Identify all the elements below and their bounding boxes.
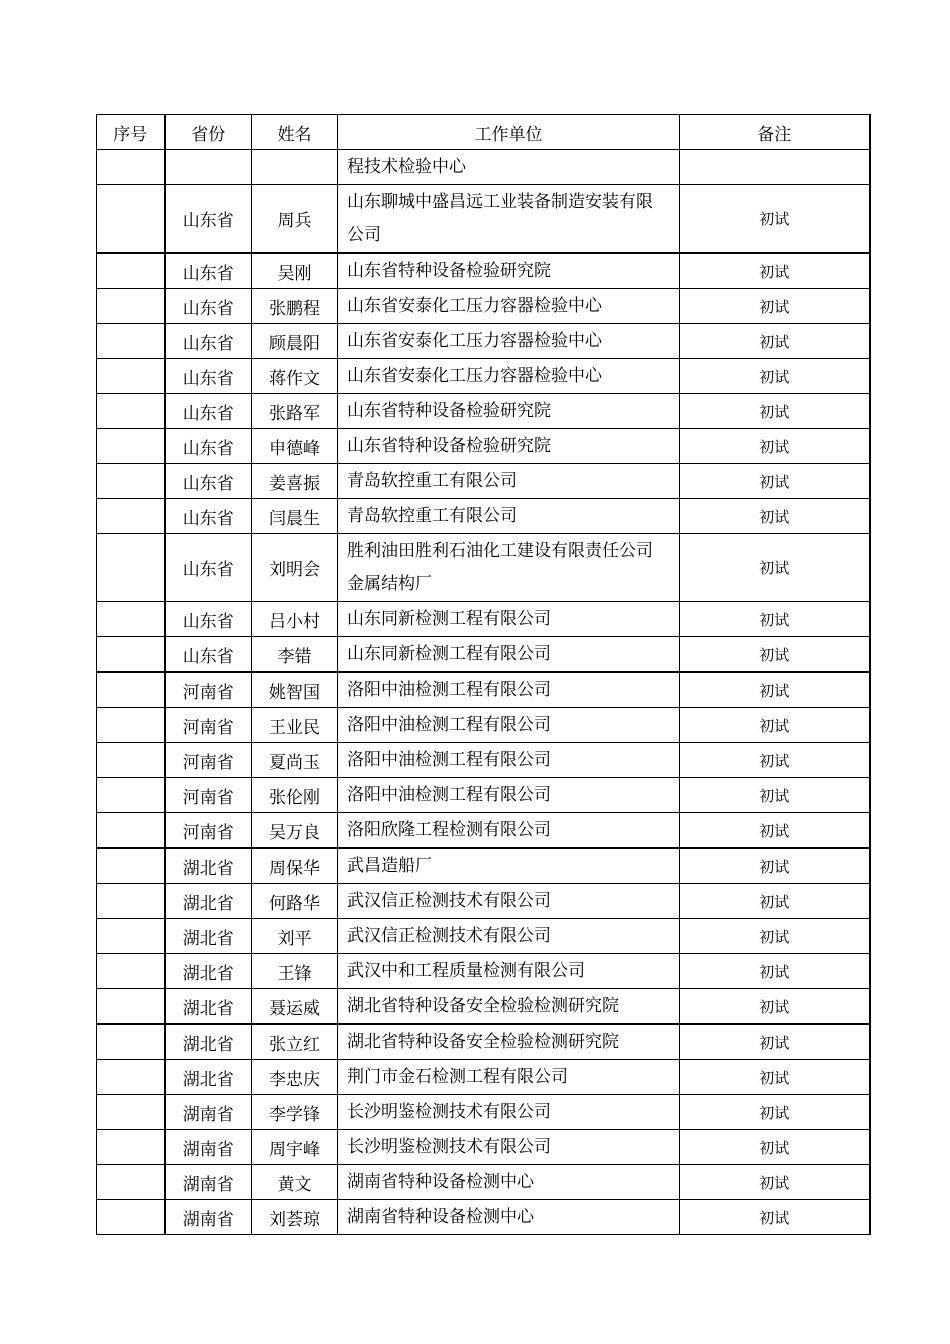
row-province-cell: 湖北省 — [165, 919, 252, 954]
table-row — [97, 1095, 870, 1130]
row-unit-cell: 山东同新检测工程有限公司 — [338, 602, 680, 637]
row-seq-cell — [97, 289, 165, 324]
row-unit-cell: 洛阳中油检测工程有限公司 — [338, 743, 680, 778]
row-unit-cell: 武昌造船厂 — [338, 848, 680, 884]
row-unit-cell: 山东省安泰化工压力容器检验中心 — [338, 289, 680, 324]
row-unit-cell: 山东省特种设备检验研究院 — [338, 394, 680, 429]
row-seq-cell — [97, 429, 165, 464]
row-unit-cell: 武汉中和工程质量检测有限公司 — [338, 954, 680, 989]
row-province-cell: 湖南省 — [165, 1095, 252, 1130]
row-seq-cell — [97, 499, 165, 534]
table-row — [97, 989, 870, 1025]
header-remark: 备注 — [680, 115, 870, 150]
row-remark-cell: 初试 — [680, 813, 870, 849]
row-unit-cell: 山东省特种设备检验研究院 — [338, 429, 680, 464]
table-row — [97, 1130, 870, 1165]
table-row — [97, 919, 870, 954]
row-seq-cell — [97, 637, 165, 673]
row-unit-cell: 青岛软控重工有限公司 — [338, 464, 680, 499]
row-unit-cell: 洛阳中油检测工程有限公司 — [338, 672, 680, 708]
row-seq-cell — [97, 813, 165, 849]
row-seq-cell — [97, 602, 165, 637]
row-name-cell: 蒋作文 — [252, 359, 338, 394]
table-row — [97, 359, 870, 394]
row-name-cell: 周兵 — [252, 185, 338, 254]
row-remark-cell: 初试 — [680, 672, 870, 708]
row-remark-cell: 初试 — [680, 1200, 870, 1235]
row-unit-cell: 山东聊城中盛昌远工业装备制造安装有限公司 — [338, 185, 680, 254]
table-row — [97, 954, 870, 989]
row-province-cell: 湖南省 — [165, 1165, 252, 1200]
row-unit-cell: 长沙明鉴检测技术有限公司 — [338, 1130, 680, 1165]
table-row — [97, 602, 870, 637]
row-unit-cell: 青岛软控重工有限公司 — [338, 499, 680, 534]
row-remark-cell: 初试 — [680, 989, 870, 1025]
row-seq-cell — [97, 919, 165, 954]
table-row — [97, 637, 870, 673]
header-province: 省份 — [165, 115, 252, 150]
row-unit-cell: 湖北省特种设备安全检验检测研究院 — [338, 989, 680, 1025]
row-province-cell: 湖南省 — [165, 1130, 252, 1165]
row-unit-cell: 山东同新检测工程有限公司 — [338, 637, 680, 673]
table-row — [97, 534, 870, 602]
row-seq-cell — [97, 394, 165, 429]
row-seq-cell — [97, 185, 165, 254]
row-remark-cell: 初试 — [680, 778, 870, 813]
row-remark-cell — [680, 150, 870, 185]
row-seq-cell — [97, 534, 165, 602]
row-unit-cell: 山东省安泰化工压力容器检验中心 — [338, 359, 680, 394]
row-seq-cell — [97, 359, 165, 394]
table-row — [97, 324, 870, 359]
table-body — [97, 150, 870, 1235]
row-province-cell: 河南省 — [165, 813, 252, 849]
row-name-cell: 顾晨阳 — [252, 324, 338, 359]
row-seq-cell — [97, 150, 165, 185]
row-name-cell: 闫晨生 — [252, 499, 338, 534]
row-province-cell: 湖北省 — [165, 989, 252, 1025]
row-unit-cell: 武汉信正检测技术有限公司 — [338, 919, 680, 954]
row-remark-cell: 初试 — [680, 884, 870, 919]
table-row — [97, 429, 870, 464]
row-unit-cell: 胜利油田胜利石油化工建设有限责任公司金属结构厂 — [338, 534, 680, 602]
row-province-cell: 山东省 — [165, 602, 252, 637]
row-name-cell: 刘平 — [252, 919, 338, 954]
row-province-cell: 山东省 — [165, 464, 252, 499]
row-name-cell: 李忠庆 — [252, 1060, 338, 1095]
row-seq-cell — [97, 1200, 165, 1235]
row-province-cell: 山东省 — [165, 394, 252, 429]
row-province-cell: 湖北省 — [165, 884, 252, 919]
row-seq-cell — [97, 1060, 165, 1095]
row-province-cell: 河南省 — [165, 672, 252, 708]
row-unit-cell: 程技术检验中心 — [338, 150, 680, 185]
row-name-cell: 申德峰 — [252, 429, 338, 464]
row-province-cell: 河南省 — [165, 743, 252, 778]
table-row — [97, 464, 870, 499]
table-row — [97, 743, 870, 778]
row-unit-cell: 湖南省特种设备检测中心 — [338, 1165, 680, 1200]
row-remark-cell: 初试 — [680, 637, 870, 673]
row-remark-cell: 初试 — [680, 394, 870, 429]
row-name-cell: 张伦刚 — [252, 778, 338, 813]
row-name-cell: 王锋 — [252, 954, 338, 989]
row-province-cell: 山东省 — [165, 429, 252, 464]
header-name: 姓名 — [252, 115, 338, 150]
row-name-cell: 张鹏程 — [252, 289, 338, 324]
row-remark-cell: 初试 — [680, 464, 870, 499]
row-seq-cell — [97, 884, 165, 919]
row-seq-cell — [97, 1095, 165, 1130]
row-unit-cell: 长沙明鉴检测技术有限公司 — [338, 1095, 680, 1130]
row-name-cell: 周宇峰 — [252, 1130, 338, 1165]
row-unit-cell: 武汉信正检测技术有限公司 — [338, 884, 680, 919]
row-unit-cell: 洛阳欣隆工程检测有限公司 — [338, 813, 680, 849]
row-name-cell: 吕小村 — [252, 602, 338, 637]
table-row — [97, 848, 870, 884]
row-remark-cell: 初试 — [680, 1095, 870, 1130]
row-remark-cell: 初试 — [680, 185, 870, 254]
row-remark-cell: 初试 — [680, 1060, 870, 1095]
row-name-cell: 王业民 — [252, 708, 338, 743]
row-remark-cell: 初试 — [680, 359, 870, 394]
row-province-cell: 山东省 — [165, 534, 252, 602]
table-row — [97, 394, 870, 429]
row-province-cell — [165, 150, 252, 185]
row-unit-cell: 湖南省特种设备检测中心 — [338, 1200, 680, 1235]
table-row — [97, 289, 870, 324]
row-seq-cell — [97, 848, 165, 884]
row-province-cell: 湖北省 — [165, 1060, 252, 1095]
row-seq-cell — [97, 464, 165, 499]
row-seq-cell — [97, 778, 165, 813]
table-row — [97, 1060, 870, 1095]
header-seq: 序号 — [97, 115, 165, 150]
table-header-row — [97, 115, 870, 150]
table-row — [97, 253, 870, 289]
row-name-cell: 李错 — [252, 637, 338, 673]
row-name-cell: 吴刚 — [252, 253, 338, 289]
row-unit-cell: 山东省安泰化工压力容器检验中心 — [338, 324, 680, 359]
row-province-cell: 山东省 — [165, 324, 252, 359]
row-seq-cell — [97, 743, 165, 778]
row-remark-cell: 初试 — [680, 954, 870, 989]
row-remark-cell: 初试 — [680, 848, 870, 884]
table-row — [97, 150, 870, 185]
row-remark-cell: 初试 — [680, 324, 870, 359]
row-seq-cell — [97, 1165, 165, 1200]
row-name-cell: 刘荟琼 — [252, 1200, 338, 1235]
row-unit-cell: 洛阳中油检测工程有限公司 — [338, 778, 680, 813]
row-seq-cell — [97, 708, 165, 743]
row-name-cell: 夏尚玉 — [252, 743, 338, 778]
row-remark-cell: 初试 — [680, 429, 870, 464]
row-name-cell: 李学锋 — [252, 1095, 338, 1130]
table-row — [97, 1200, 870, 1235]
row-province-cell: 湖北省 — [165, 848, 252, 884]
table-row — [97, 1024, 870, 1060]
table-row — [97, 813, 870, 849]
row-name-cell: 张路军 — [252, 394, 338, 429]
row-province-cell: 河南省 — [165, 778, 252, 813]
row-name-cell: 吴万良 — [252, 813, 338, 849]
table-row — [97, 1165, 870, 1200]
row-remark-cell: 初试 — [680, 743, 870, 778]
row-remark-cell: 初试 — [680, 708, 870, 743]
table-row — [97, 884, 870, 919]
row-province-cell: 山东省 — [165, 253, 252, 289]
table-row — [97, 708, 870, 743]
table-row — [97, 778, 870, 813]
row-seq-cell — [97, 324, 165, 359]
row-province-cell: 湖北省 — [165, 1024, 252, 1060]
row-name-cell: 姜喜振 — [252, 464, 338, 499]
row-province-cell: 山东省 — [165, 637, 252, 673]
row-name-cell: 聂运威 — [252, 989, 338, 1025]
table-row — [97, 499, 870, 534]
table-row — [97, 672, 870, 708]
row-unit-cell: 山东省特种设备检验研究院 — [338, 253, 680, 289]
row-seq-cell — [97, 1024, 165, 1060]
row-province-cell: 河南省 — [165, 708, 252, 743]
row-name-cell: 何路华 — [252, 884, 338, 919]
row-seq-cell — [97, 253, 165, 289]
row-remark-cell: 初试 — [680, 602, 870, 637]
row-remark-cell: 初试 — [680, 253, 870, 289]
row-seq-cell — [97, 954, 165, 989]
header-unit: 工作单位 — [338, 115, 680, 150]
row-remark-cell: 初试 — [680, 1024, 870, 1060]
row-name-cell: 刘明会 — [252, 534, 338, 602]
roster-table — [96, 114, 871, 1235]
row-province-cell: 湖南省 — [165, 1200, 252, 1235]
row-unit-cell: 洛阳中油检测工程有限公司 — [338, 708, 680, 743]
row-name-cell: 姚智国 — [252, 672, 338, 708]
row-remark-cell: 初试 — [680, 499, 870, 534]
row-remark-cell: 初试 — [680, 1165, 870, 1200]
row-province-cell: 湖北省 — [165, 954, 252, 989]
row-unit-cell: 湖北省特种设备安全检验检测研究院 — [338, 1024, 680, 1060]
row-seq-cell — [97, 1130, 165, 1165]
row-remark-cell: 初试 — [680, 289, 870, 324]
row-name-cell: 周保华 — [252, 848, 338, 884]
row-name-cell — [252, 150, 338, 185]
row-unit-cell: 荆门市金石检测工程有限公司 — [338, 1060, 680, 1095]
row-remark-cell: 初试 — [680, 1130, 870, 1165]
row-seq-cell — [97, 672, 165, 708]
row-remark-cell: 初试 — [680, 534, 870, 602]
row-name-cell: 黄文 — [252, 1165, 338, 1200]
row-remark-cell: 初试 — [680, 919, 870, 954]
row-province-cell: 山东省 — [165, 289, 252, 324]
row-province-cell: 山东省 — [165, 185, 252, 254]
row-seq-cell — [97, 989, 165, 1025]
row-province-cell: 山东省 — [165, 359, 252, 394]
table-row — [97, 185, 870, 254]
row-name-cell: 张立红 — [252, 1024, 338, 1060]
row-province-cell: 山东省 — [165, 499, 252, 534]
